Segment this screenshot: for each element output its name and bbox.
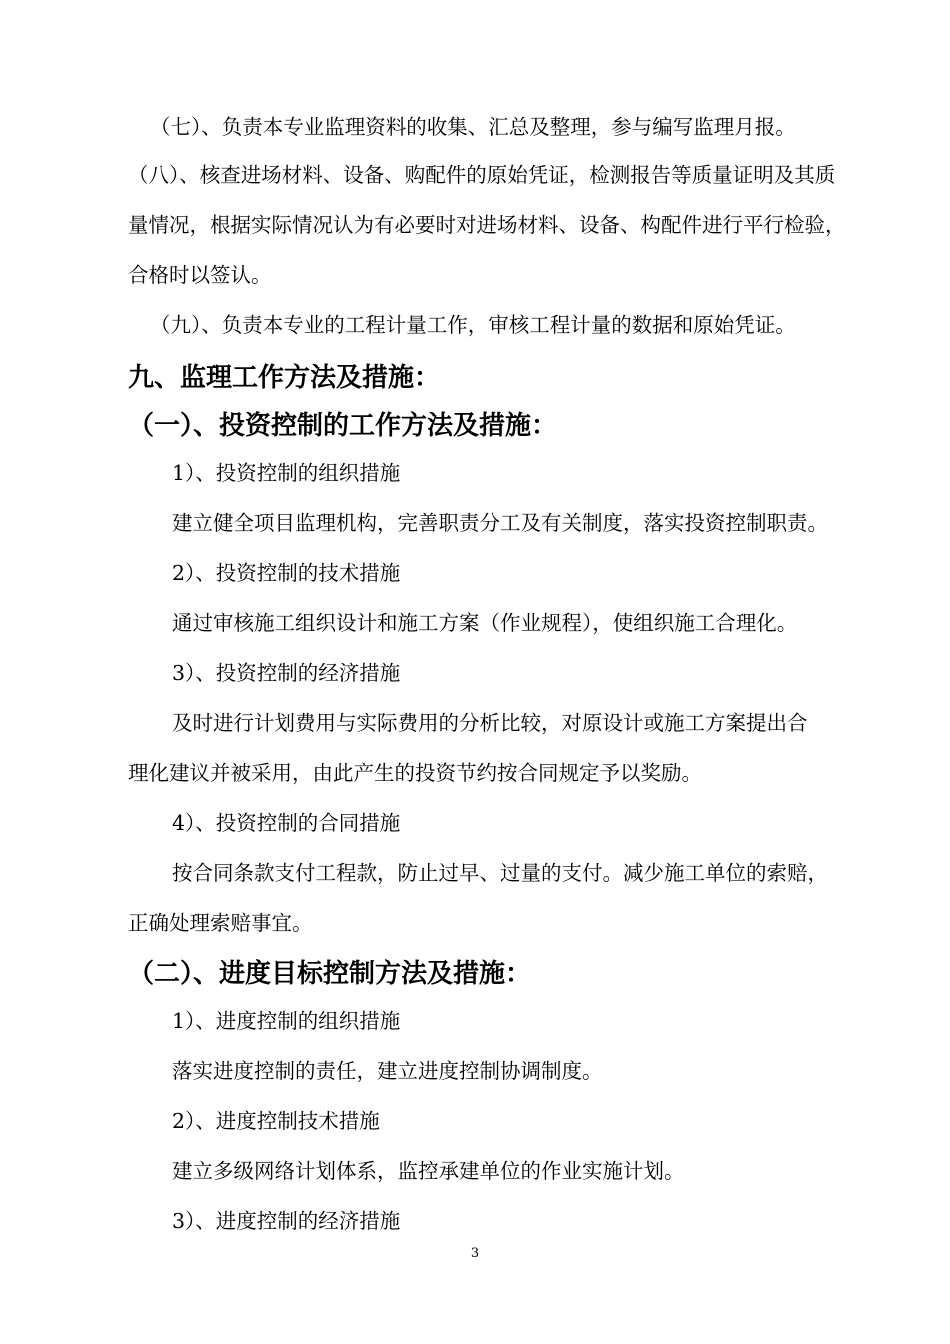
investment-item-2-text: 通过审核施工组织设计和施工方案（作业规程），使组织施工合理化。 [172, 611, 798, 635]
investment-item-4-text-line1: 按合同条款支付工程款，防止过早、过量的支付。减少施工单位的索赔， [172, 861, 828, 885]
section-heading-9: 九、监理工作方法及措施： [128, 363, 441, 393]
investment-item-2-heading: 2）、投资控制的技术措施 [172, 561, 401, 585]
schedule-item-3-heading: 3）、进度控制的经济措施 [172, 1209, 401, 1233]
schedule-item-1-heading: 1）、进度控制的组织措施 [172, 1009, 401, 1033]
investment-item-1-text: 建立健全项目监理机构，完善职责分工及有关制度，落实投资控制职责。 [172, 511, 828, 535]
subsection-heading-schedule: （二）、进度目标控制方法及措施： [128, 959, 532, 989]
investment-item-3-text-line1: 及时进行计划费用与实际费用的分析比较，对原设计或施工方案提出合 [172, 711, 808, 735]
page-number: 3 [470, 1246, 480, 1261]
schedule-item-1-text: 落实进度控制的责任，建立进度控制协调制度。 [172, 1059, 603, 1083]
paragraph-item-7: （七）、负责本专业监理资料的收集、汇总及整理，参与编写监理月报。 [150, 115, 796, 139]
investment-item-1-heading: 1）、投资控制的组织措施 [172, 461, 401, 485]
investment-item-3-heading: 3）、投资控制的经济措施 [172, 661, 401, 685]
investment-item-4-heading: 4）、投资控制的合同措施 [172, 811, 401, 835]
investment-item-3-text-line2: 理化建议并被采用，由此产生的投资节约按合同规定予以奖励。 [128, 761, 702, 785]
paragraph-item-9: （九）、负责本专业的工程计量工作，审核工程计量的数据和原始凭证。 [150, 313, 796, 337]
paragraph-item-8-line2: 量情况，根据实际情况认为有必要时对进场材料、设备、构配件进行平行检验， [128, 213, 846, 237]
investment-item-4-text-line2: 正确处理索赔事宜。 [128, 911, 313, 935]
paragraph-item-8-line1: （八）、核查进场材料、设备、购配件的原始凭证，检测报告等质量证明及其质 [128, 163, 836, 187]
schedule-item-2-text: 建立多级网络计划体系，监控承建单位的作业实施计划。 [172, 1159, 685, 1183]
schedule-item-2-heading: 2）、进度控制技术措施 [172, 1109, 380, 1133]
subsection-heading-investment: （一）、投资控制的工作方法及措施： [128, 411, 558, 441]
paragraph-item-8-line3: 合格时以签认。 [128, 263, 272, 287]
